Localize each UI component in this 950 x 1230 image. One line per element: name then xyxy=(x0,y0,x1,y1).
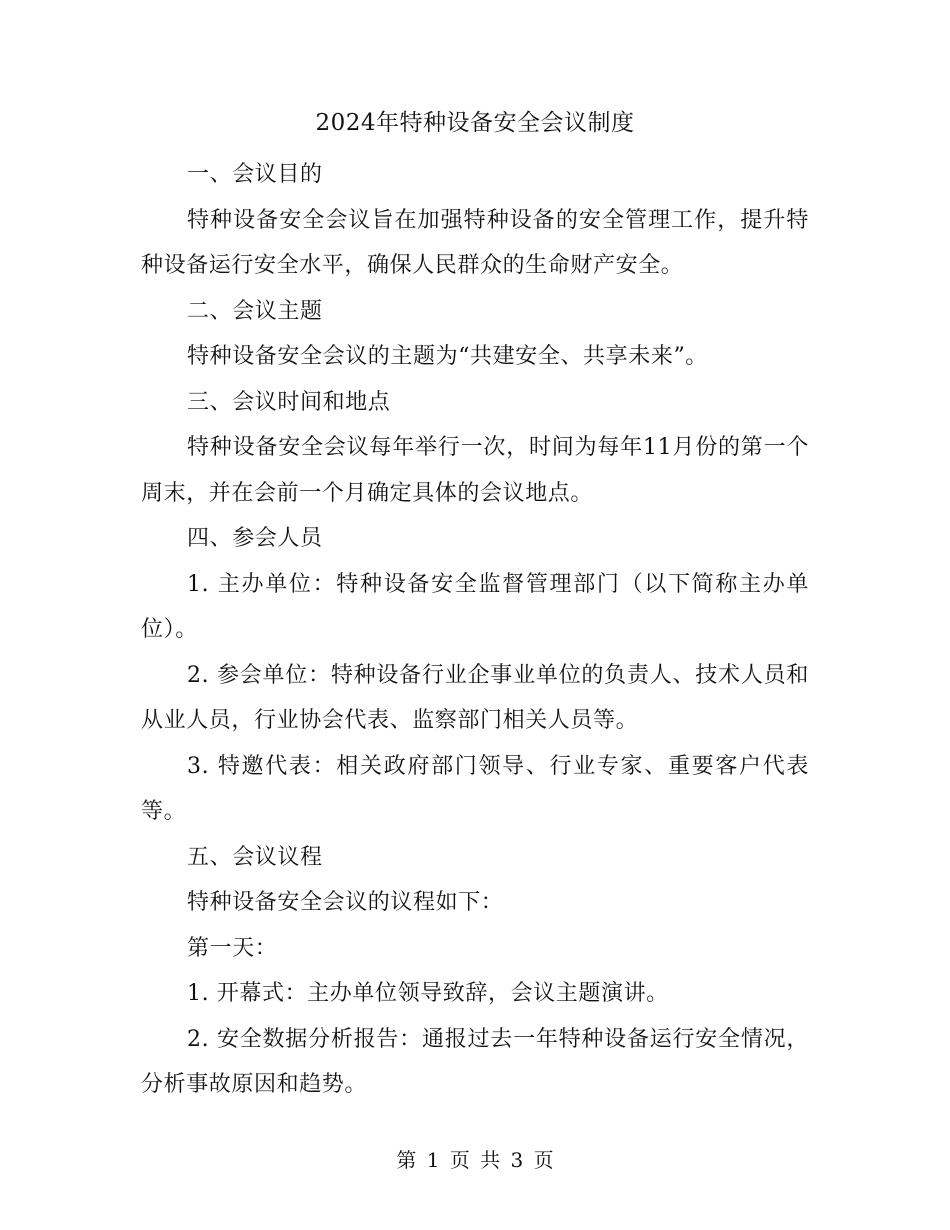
section-heading: 二、会议主题 xyxy=(187,298,323,324)
section-heading: 四、参会人员 xyxy=(187,526,323,551)
section-heading: 三、会议时间和地点 xyxy=(187,389,391,415)
section-heading: 一、会议目的 xyxy=(187,162,323,187)
page-footer: 第 1 页 共 3 页 xyxy=(396,1148,554,1172)
paragraph: 特种设备安全会议每年举行一次，时间为每年11月份的第一个周末，并在会前一个月确定具体的会议地点。 xyxy=(141,435,809,506)
list-item: 1. 开幕式：主办单位领导致辞，会议主题演讲。 xyxy=(187,981,669,1006)
day-heading: 第一天： xyxy=(187,935,278,961)
document-title: 2024年特种设备安全会议制度 xyxy=(315,110,635,136)
document-body xyxy=(141,152,809,1108)
paragraph: 特种设备安全会议的议程如下： xyxy=(187,890,504,915)
section-heading: 五、会议议程 xyxy=(187,844,323,870)
list-item: 2. 参会单位：特种设备行业企事业单位的负责人、技术人员和从业人员，行业协会代表、监察部门相关人员等。 xyxy=(141,662,809,733)
list-item: 3. 特邀代表：相关政府部门领导、行业专家、重要客户代表等。 xyxy=(141,753,809,824)
paragraph: 特种设备安全会议旨在加强特种设备的安全管理工作，提升特种设备运行安全水平，确保人民群众的生命财产安全。 xyxy=(141,207,809,278)
list-item: 2. 安全数据分析报告：通报过去一年特种设备运行安全情况，分析事故原因和趋势。 xyxy=(141,1026,809,1097)
list-item: 1. 主办单位：特种设备安全监督管理部门（以下简称主办单位）。 xyxy=(141,571,809,642)
paragraph: 特种设备安全会议的主题为“共建安全、共享未来”。 xyxy=(187,344,708,369)
